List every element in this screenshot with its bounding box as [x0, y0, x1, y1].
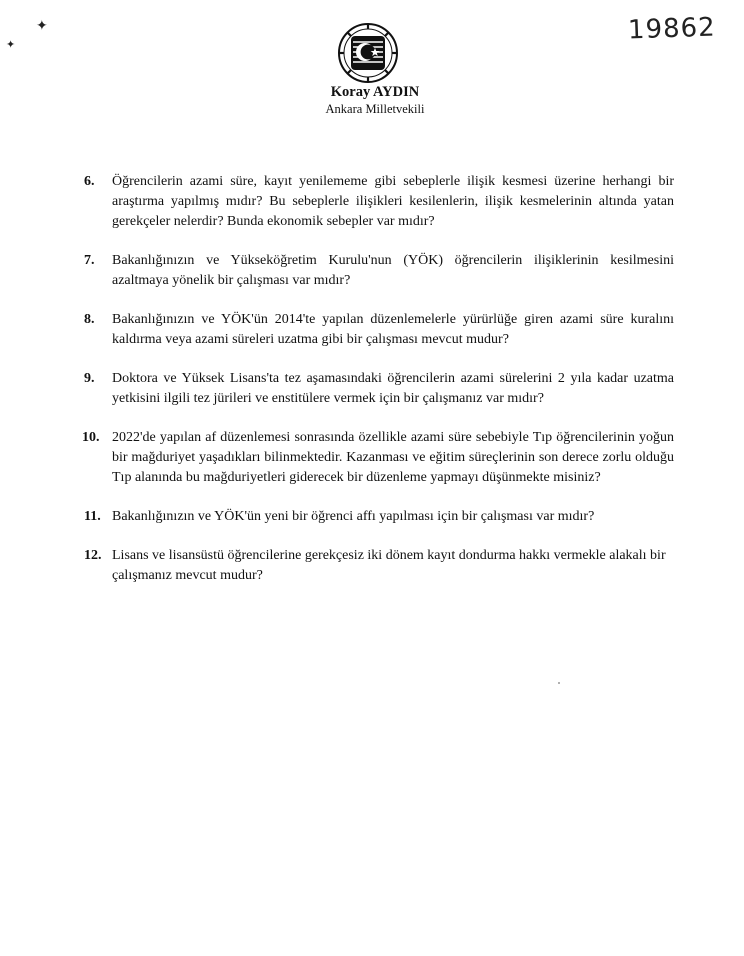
question-text: Bakanlığınızın ve Yükseköğretim Kurulu'nun (YÖK) öğrencilerin ilişiklerinin kesilmesini azaltmaya yönelik bir çalışması var mıdır? — [112, 253, 674, 288]
question-item — [84, 369, 674, 409]
question-item — [84, 251, 674, 291]
question-list — [84, 172, 674, 605]
question-item — [84, 428, 674, 488]
question-number: 7. — [84, 253, 95, 268]
scan-dot — [558, 682, 560, 684]
question-item — [84, 310, 674, 350]
deputy-name: Koray AYDIN — [330, 84, 420, 100]
question-number: 11. — [84, 509, 101, 524]
question-text: Doktora ve Yüksek Lisans'ta tez aşamasındaki öğrencilerin azami sürelerini 2 yıla kadar uzatma yetkisini ilgili tez jürileri ve enstitülere vermek için bir çalışmanız var mıdır? — [112, 371, 674, 406]
question-item — [84, 172, 674, 232]
question-number: 9. — [84, 371, 95, 386]
scan-speck: ✦ — [6, 39, 16, 51]
question-number: 6. — [84, 174, 95, 189]
tbmm-emblem-icon — [337, 22, 399, 84]
question-number: 8. — [84, 312, 95, 327]
question-number: 10. — [82, 430, 100, 445]
question-item — [84, 507, 674, 527]
question-text: Bakanlığınızın ve YÖK'ün yeni bir öğrenci affı yapılması için bir çalışması var mıdır? — [112, 509, 595, 524]
question-text: 2022'de yapılan af düzenlemesi sonrasında özellikle azami süre sebebiyle Tıp öğrencilerinin yoğun bir mağduriyet yaşadıkları bilinmektedir. Kazanması ve eğitim süreçlerinin son derece zorlu olduğu Tıp alanında bu mağduriyetleri giderecek bir düzenleme yapmayı düşünmekte misiniz? — [112, 430, 674, 485]
question-text: Lisans ve lisansüstü öğrencilerine gerekçesiz iki dönem kayıt dondurma hakkı vermekle alakalı bir çalışmanız mevcut mudur? — [112, 548, 666, 583]
question-text: Bakanlığınızın ve YÖK'ün 2014'te yapılan düzenlemelerle yürürlüğe giren azami süre kuralını kaldırma veya azami süreleri uzatma gibi bir çalışması mevcut mudur? — [112, 312, 674, 347]
question-number: 12. — [84, 548, 102, 563]
question-item — [84, 546, 674, 586]
deputy-role: Ankara Milletvekili — [325, 102, 425, 116]
handwritten-document-number: 19862 — [627, 12, 717, 46]
question-text: Öğrencilerin azami süre, kayıt yenilememe gibi sebeplerle ilişik kesmesi üzerine herhangi bir araştırma yapılmış mıdır? Bu sebeplerle ilişikleri kesilenlerin, ilişik kesmelerinin altında yatan gerekçeler nelerdir? Bunda ekonomik sebepler var mıdır? — [112, 174, 674, 229]
scan-speck: ✦ — [36, 19, 48, 34]
